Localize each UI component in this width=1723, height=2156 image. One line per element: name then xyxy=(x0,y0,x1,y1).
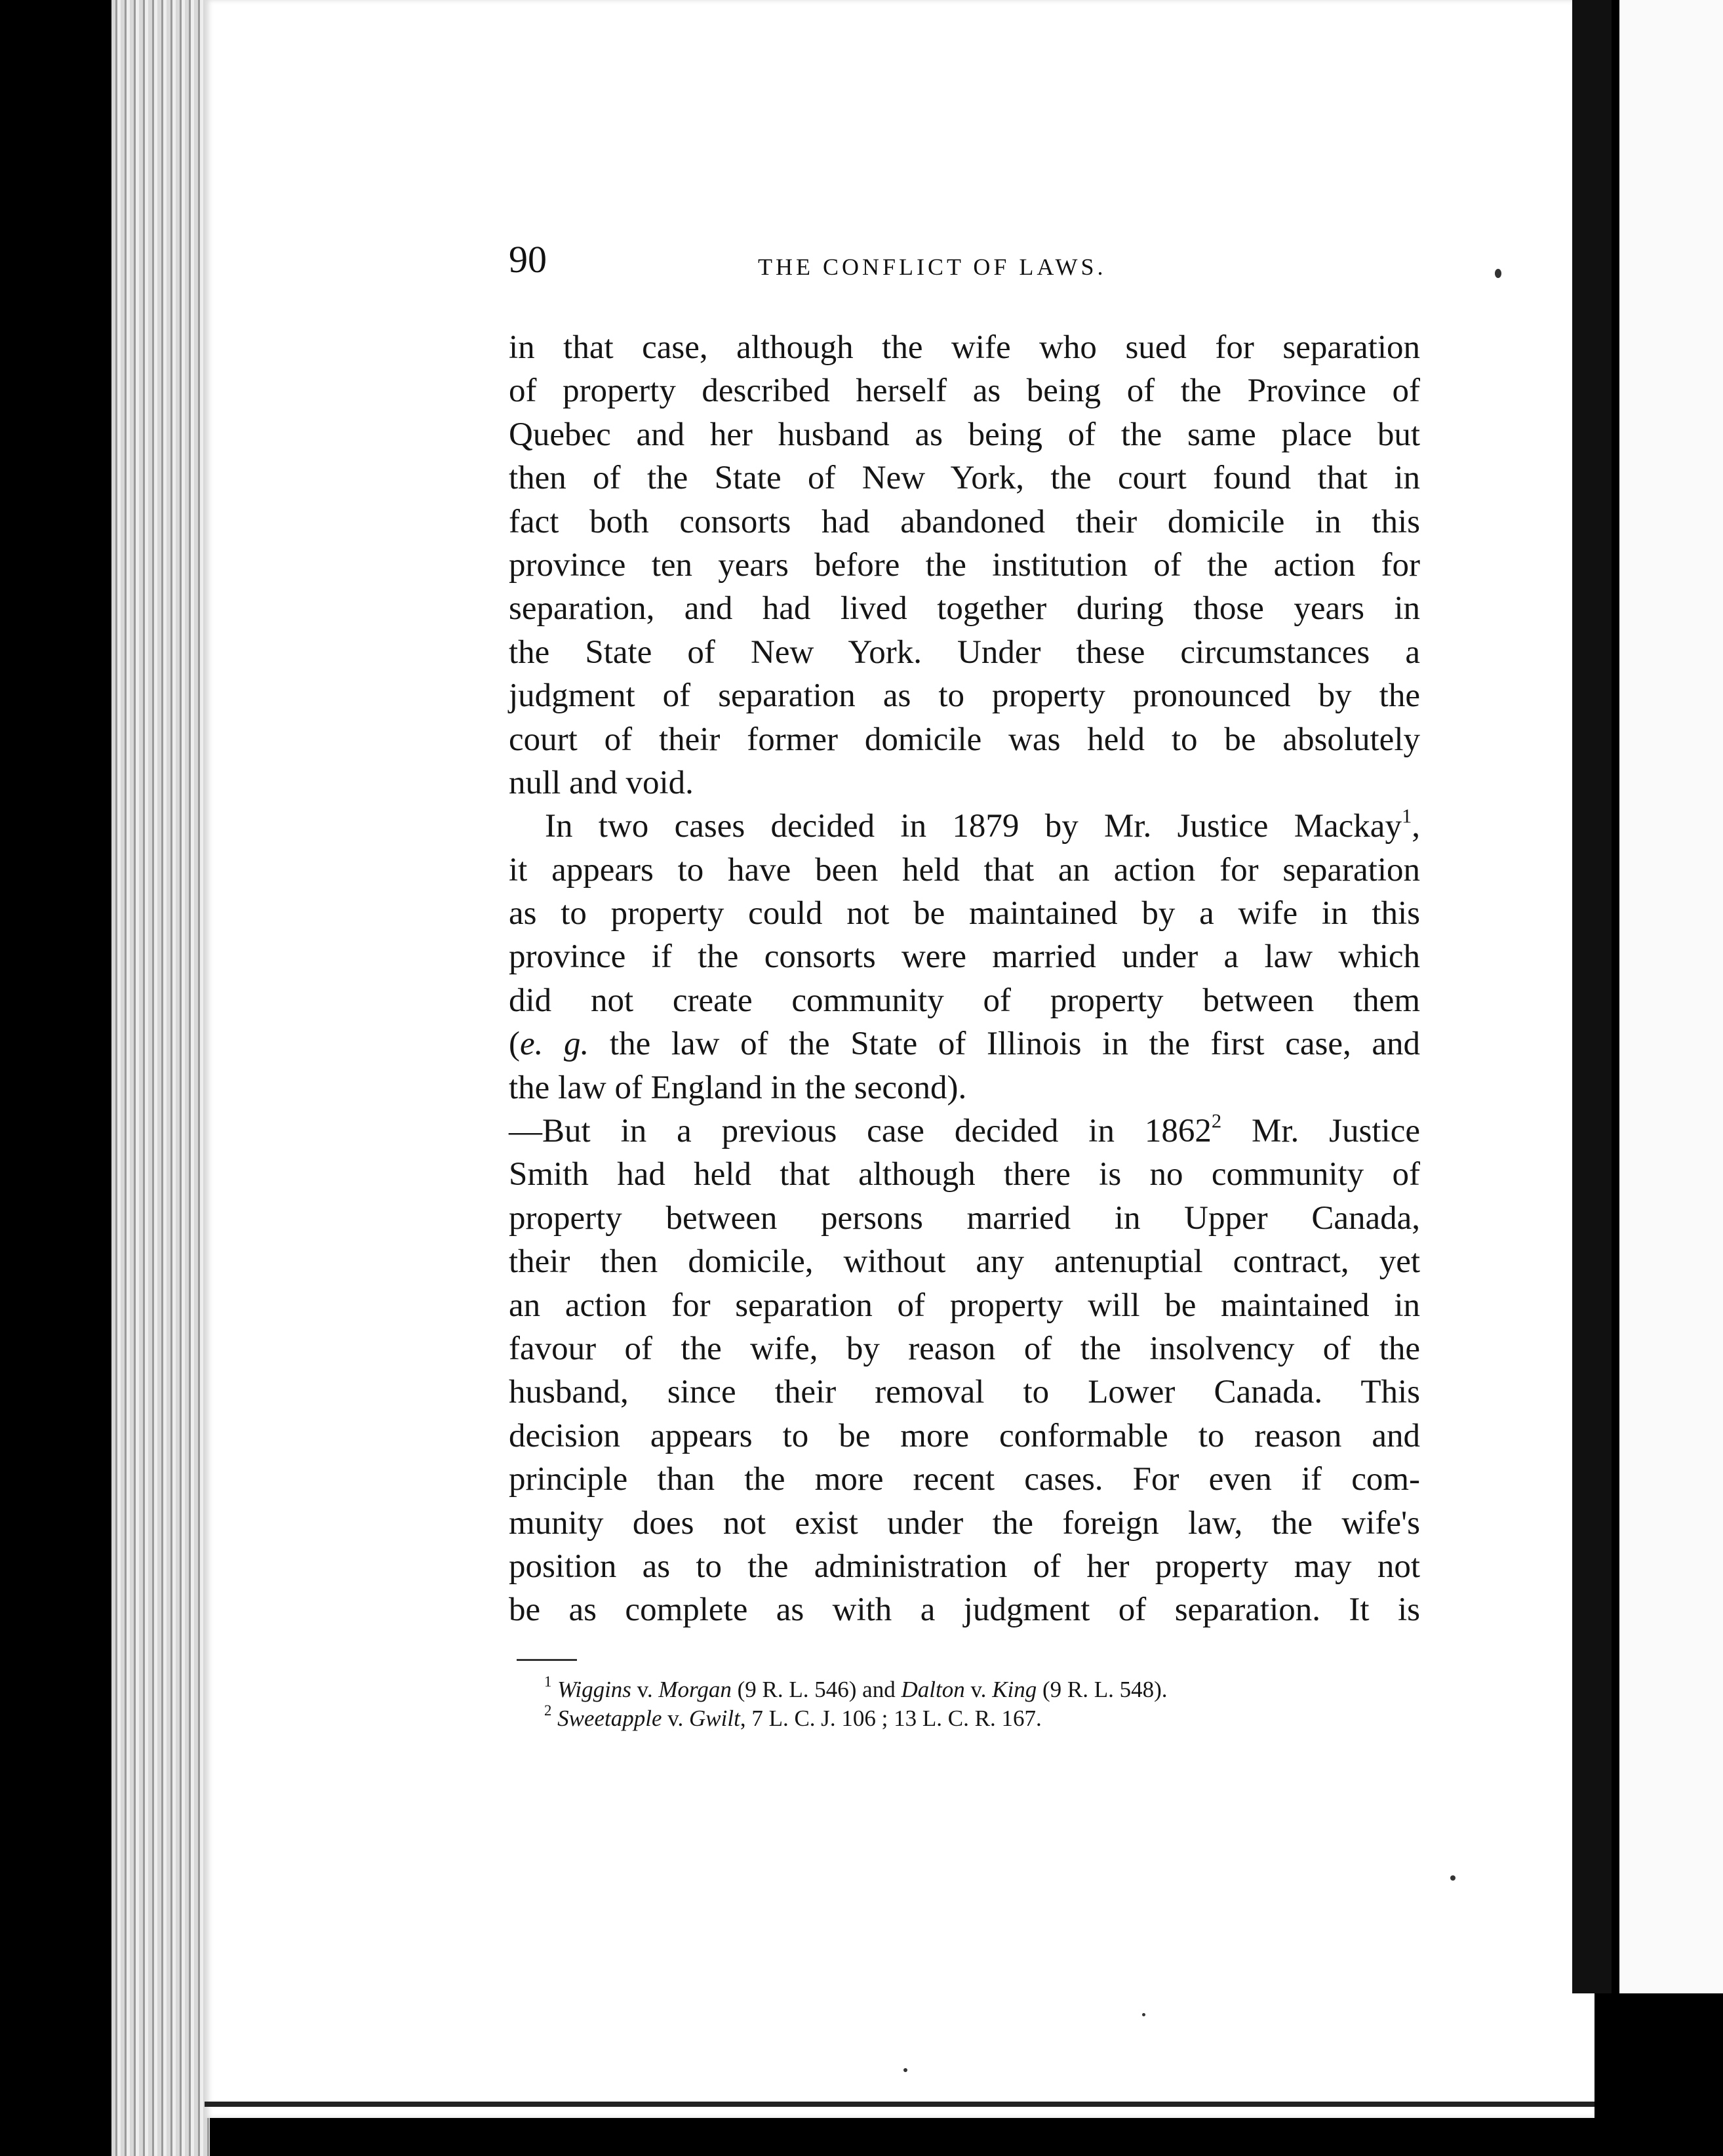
text-line: an action for separation of property will be maintained in xyxy=(509,1287,1420,1324)
text-line-segment: In two cases decided in 1879 by Mr. Justice Mackay xyxy=(545,808,1402,845)
text-line-segment: the law of the State of Illinois in the first case, and xyxy=(589,1026,1421,1063)
footnote-text: v. xyxy=(964,1677,993,1702)
gutter-shadow xyxy=(1572,0,1612,1993)
scan-speck xyxy=(1142,2013,1145,2016)
text-line: their then domicile, without any antenuptial contract, yet xyxy=(509,1243,1420,1281)
text-line: favour of the wife, by reason of the insolvency of the xyxy=(509,1330,1420,1367)
text-line: Quebec and her husband as being of the same place but xyxy=(509,416,1420,453)
footnote-divider xyxy=(517,1659,577,1661)
text-line xyxy=(509,1022,1420,1066)
text-line-italic: e. xyxy=(519,1026,544,1063)
text-line-segment: , xyxy=(1412,808,1420,845)
text-line: principle than the more recent cases. For even if com- xyxy=(509,1461,1420,1498)
text-line: province if the consorts were married under a law which xyxy=(509,938,1420,976)
case-name: Dalton xyxy=(901,1677,965,1702)
text-line: of property described herself as being of the Province of xyxy=(509,372,1420,410)
text-line: then of the State of New York, the court found that in xyxy=(509,460,1420,497)
text-line: the law of England in the second). xyxy=(509,1069,967,1106)
footnote-1 xyxy=(544,1675,1423,1704)
text-line-segment: ( xyxy=(509,1026,520,1063)
page-header xyxy=(509,237,1420,296)
text-line: as to property could not be maintained by a wife in this xyxy=(509,895,1420,932)
text-line: decision appears to be more conformable to reason and xyxy=(509,1417,1420,1454)
text-line: court of their former domicile was held to be absolutely xyxy=(509,721,1420,758)
text-line-segment: —But in a previous case decided in 1862 xyxy=(509,1113,1212,1150)
footnote-marker: 2 xyxy=(544,1702,552,1719)
text-line: judgment of separation as to property pronounced by the xyxy=(509,677,1420,715)
scan-speck xyxy=(903,2068,907,2072)
text-line: separation, and had lived together during those years in xyxy=(509,590,1420,628)
body-text xyxy=(509,326,1420,1632)
footnotes xyxy=(544,1675,1423,1733)
text-line xyxy=(509,1109,1420,1153)
case-name: Wiggins xyxy=(557,1677,631,1702)
page-bottom-edge xyxy=(205,2102,1594,2107)
footnote-2 xyxy=(544,1704,1423,1733)
footnote-text: v. xyxy=(662,1706,690,1731)
book-page-edges xyxy=(111,0,210,2156)
footnote-text: (9 R. L. 548). xyxy=(1037,1677,1168,1702)
text-line: munity does not exist under the foreign law, the wife's xyxy=(509,1504,1420,1542)
case-name: King xyxy=(992,1677,1037,1702)
page-number: 90 xyxy=(509,238,547,281)
facing-page-edge xyxy=(1619,0,1723,1993)
text-line-segment: Mr. Justice xyxy=(1252,1113,1420,1150)
text-line: Smith had held that although there is no community of xyxy=(509,1156,1420,1193)
footnote-marker: 1 xyxy=(544,1673,552,1690)
text-line: the State of New York. Under these circumstances a xyxy=(509,633,1420,671)
text-line: position as to the administration of her property may not xyxy=(509,1547,1420,1585)
footnote-ref: 1 xyxy=(1401,805,1412,828)
text-line: property between persons married in Upper Canada, xyxy=(509,1199,1420,1237)
scan-speck xyxy=(1450,1875,1456,1881)
text-line xyxy=(509,805,1420,848)
text-line: it appears to have been held that an action for separation xyxy=(509,851,1420,888)
text-line: fact both consorts had abandoned their domicile in this xyxy=(509,503,1420,540)
case-name: Gwilt xyxy=(689,1706,740,1731)
footnote-ref: 2 xyxy=(1211,1109,1222,1132)
footnote-text: (9 R. L. 546) and xyxy=(731,1677,901,1702)
text-line: in that case, although the wife who sued for separation xyxy=(509,329,1420,366)
text-line: be as complete as with a judgment of separation. It is xyxy=(509,1591,1420,1629)
footnote-text: v. xyxy=(631,1677,659,1702)
text-line: did not create community of property between them xyxy=(509,982,1420,1019)
case-name: Morgan xyxy=(658,1677,732,1702)
text-line: null and void. xyxy=(509,764,694,801)
footnote-text: , 7 L. C. J. 106 ; 13 L. C. R. 167. xyxy=(740,1706,1042,1731)
scan-speck xyxy=(1495,269,1501,278)
text-line-italic: g. xyxy=(564,1026,589,1063)
running-head: THE CONFLICT OF LAWS. xyxy=(758,254,1107,280)
text-line: province ten years before the institution of the action for xyxy=(509,546,1420,584)
text-line: husband, since their removal to Lower Canada. This xyxy=(509,1374,1420,1411)
case-name: Sweetapple xyxy=(557,1706,662,1731)
